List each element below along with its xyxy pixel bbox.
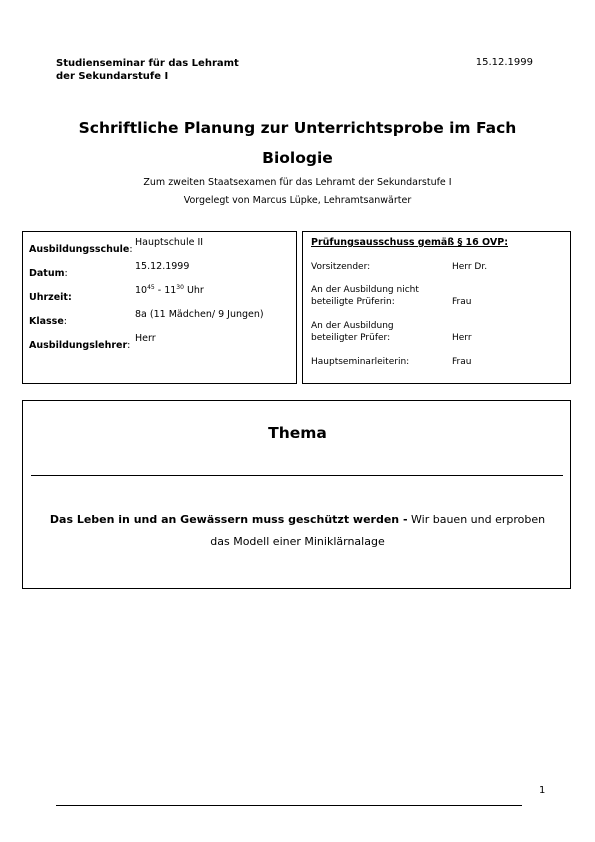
institution-line-1: Studienseminar für das Lehramt <box>56 58 239 69</box>
examiner-m-label <box>311 320 394 344</box>
teacher-label-row <box>29 333 130 352</box>
footer-divider <box>56 805 522 806</box>
class-label-colon: : <box>63 316 67 327</box>
school-value: Hauptschule II <box>135 237 204 248</box>
time-end-min: 30 <box>176 283 184 291</box>
time-start-min: 45 <box>147 283 155 291</box>
theme-text-bold: Das Leben in und an Gewässern muss geschützt werden - <box>49 513 408 526</box>
document-title: Schriftliche Planung zur Unterrichtsprobe im Fach <box>78 119 517 137</box>
chair-label: Vorsitzender: <box>311 262 371 272</box>
teacher-label-colon: : <box>127 340 131 351</box>
date-value: 15.12.1999 <box>135 261 190 272</box>
committee-box <box>302 231 571 384</box>
theme-text <box>43 509 552 553</box>
class-label: Klasse <box>29 316 64 327</box>
document-subject: Biologie <box>262 149 333 167</box>
time-end-hour: 11 <box>164 285 177 296</box>
committee-heading: Prüfungsausschuss gemäß § 16 OVP: <box>311 237 508 248</box>
time-value <box>135 285 204 296</box>
date-label-colon: : <box>64 268 68 279</box>
teacher-label: Ausbildungslehrer <box>29 340 128 351</box>
institution-line-2: der Sekundarstufe I <box>56 71 169 82</box>
school-label-row <box>29 237 133 256</box>
date-label: Datum <box>29 268 65 279</box>
document-subtitle-exam: Zum zweiten Staatsexamen für das Lehramt der Sekundarstufe I <box>143 177 452 188</box>
time-label: Uhrzeit <box>29 292 68 303</box>
document-subtitle-author: Vorgelegt von Marcus Lüpke, Lehramtsanwärter <box>183 195 412 206</box>
time-separator: - <box>154 285 165 296</box>
class-value: 8a (11 Mädchen/ 9 Jungen) <box>135 309 264 320</box>
time-start-hour: 10 <box>135 285 148 296</box>
theme-heading: Thema <box>268 424 327 442</box>
examiner-f-label-line-1: An der Ausbildung nicht <box>311 285 419 295</box>
theme-text-normal: Wir bauen und erproben das Modell einer Miniklärnalage <box>210 513 546 548</box>
class-label-row <box>29 309 67 328</box>
time-label-row <box>29 285 72 304</box>
head-value: Frau <box>452 357 472 367</box>
time-label-colon: : <box>67 292 72 303</box>
examiner-f-label <box>311 284 419 308</box>
theme-box <box>22 400 571 589</box>
examiner-f-label-line-2: beteiligte Prüferin: <box>311 297 395 307</box>
page-number: 1 <box>539 785 546 796</box>
teacher-value: Herr <box>135 333 156 344</box>
date-label-row <box>29 261 68 280</box>
time-unit: Uhr <box>183 285 204 296</box>
school-label-colon: : <box>129 244 133 255</box>
theme-divider <box>31 475 563 476</box>
examiner-m-value: Herr <box>452 333 472 343</box>
chair-value: Herr Dr. <box>452 262 488 272</box>
institution-name <box>56 57 239 83</box>
head-label: Hauptseminarleiterin: <box>311 357 410 367</box>
examiner-m-label-line-2: beteiligter Prüfer: <box>311 333 391 343</box>
header-date: 15.12.1999 <box>475 57 533 68</box>
examiner-f-value: Frau <box>452 297 472 307</box>
examiner-m-label-line-1: An der Ausbildung <box>311 321 394 331</box>
lesson-info-box <box>22 231 297 384</box>
school-label: Ausbildungsschule <box>29 244 130 255</box>
